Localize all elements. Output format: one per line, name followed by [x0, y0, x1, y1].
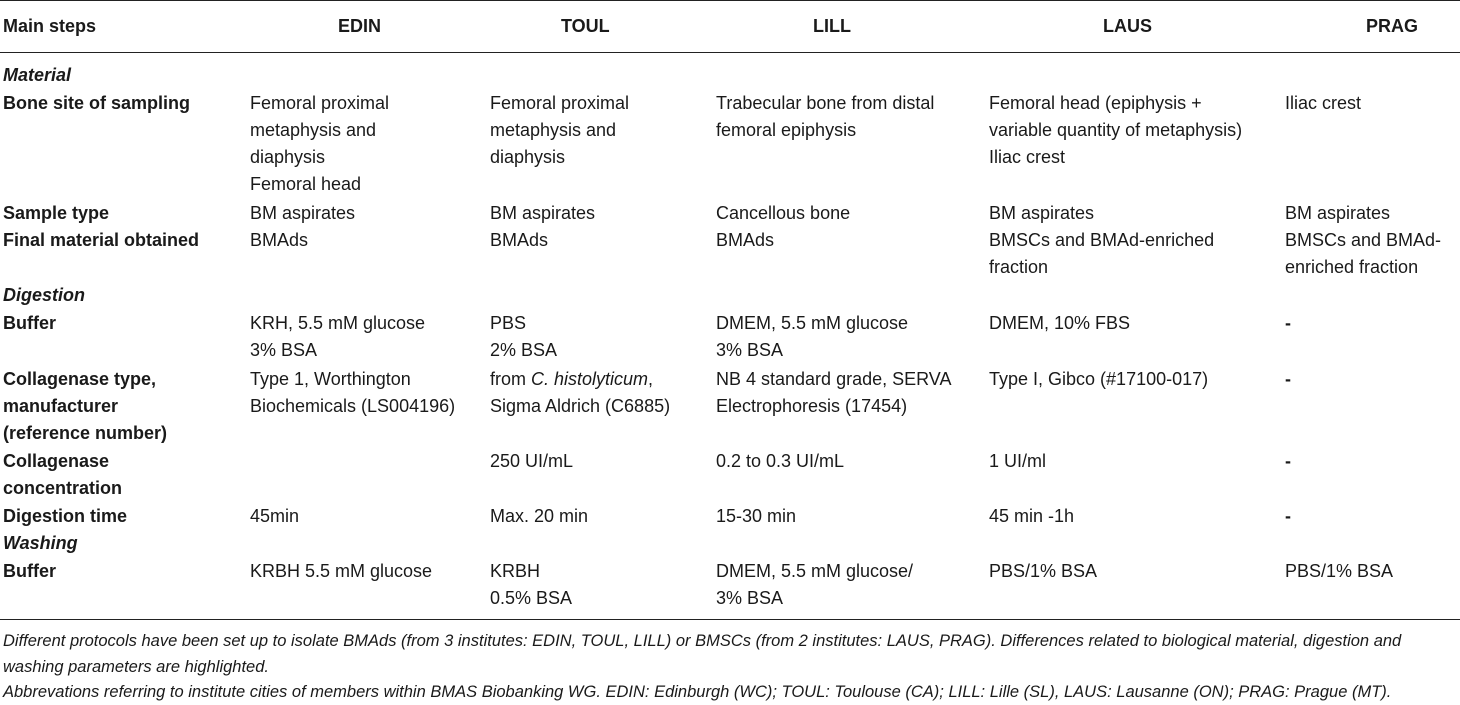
row-label-digestion-buffer: Buffer [3, 313, 56, 333]
cell-collagenase-type-laus: Type I, Gibco (#17100-017) [989, 369, 1209, 389]
cell-final-material-edin: BMAds [250, 230, 309, 250]
table-bottom-rule [0, 619, 1460, 620]
footnote-protocols: Different protocols have been set up to isolate BMAds (from 3 institutes: EDIN, TOUL, LILL) or BMSCs (from 2 institutes: LAUS, PRAG). Differences related to biological material, digestion and washing parameters are highlighted. [3, 632, 1402, 676]
cell-dig-buffer-lill: DMEM, 5.5 mM glucose 3% BSA [716, 313, 909, 360]
cell-sample-type-prag: BM aspirates [1285, 203, 1391, 223]
table-top-rule [0, 0, 1460, 1]
row-label-washing-buffer: Buffer [3, 561, 56, 581]
cell-sample-type-toul: BM aspirates [490, 203, 596, 223]
cell-digestion-time-lill: 15-30 min [716, 506, 797, 526]
row-label-sample-type: Sample type [3, 203, 110, 223]
cell-wash-buffer-toul: KRBH 0.5% BSA [490, 561, 573, 608]
row-label-collagenase-type: Collagenase type, manufacturer (reference number) [3, 369, 168, 443]
cell-final-material-laus: BMSCs and BMAd-enriched fraction [989, 230, 1215, 277]
header-prag: PRAG [1366, 16, 1419, 36]
cell-final-material-lill: BMAds [716, 230, 775, 250]
cell-bone-site-edin: Femoral proximal metaphysis and diaphysis Femoral head [250, 93, 390, 194]
cell-collagenase-type-toul: from C. histolyticum, Sigma Aldrich (C6885) [490, 369, 671, 416]
cell-digestion-time-prag: - [1285, 506, 1291, 526]
cell-collagenase-type-edin: Type 1, Worthington Biochemicals (LS004196) [250, 369, 456, 416]
header-main-steps: Main steps [3, 16, 97, 36]
row-label-bone-site: Bone site of sampling [3, 93, 191, 113]
section-digestion: Digestion [3, 285, 86, 305]
cell-bone-site-prag: Iliac crest [1285, 93, 1362, 113]
cell-digestion-time-edin: 45min [250, 506, 300, 526]
cell-collagenase-type-prag: - [1285, 369, 1291, 389]
header-rule [0, 52, 1460, 53]
cell-bone-site-laus: Femoral head (epiphysis + variable quantity of metaphysis) Iliac crest [989, 93, 1243, 167]
cell-sample-type-lill: Cancellous bone [716, 203, 851, 223]
cell-sample-type-edin: BM aspirates [250, 203, 356, 223]
header-edin: EDIN [338, 16, 382, 36]
header-toul: TOUL [561, 16, 610, 36]
cell-collagenase-conc-toul: 250 UI/mL [490, 451, 574, 471]
cell-dig-buffer-edin: KRH, 5.5 mM glucose 3% BSA [250, 313, 426, 360]
header-lill: LILL [813, 16, 851, 36]
cell-dig-buffer-prag: - [1285, 313, 1291, 333]
cell-collagenase-conc-laus: 1 UI/ml [989, 451, 1047, 471]
cell-bone-site-toul: Femoral proximal metaphysis and diaphysis [490, 93, 630, 167]
cell-dig-buffer-toul: PBS 2% BSA [490, 313, 558, 360]
section-washing: Washing [3, 533, 78, 553]
footnote-abbreviations: Abbrevations referring to institute cities of members within BMAS Biobanking WG. EDIN: Edinburgh (WC); TOUL: Toulouse (CA); LILL: Lille (SL), LAUS: Lausanne (ON); PRAG: Prague (MT). [3, 683, 1392, 701]
cell-digestion-time-laus: 45 min -1h [989, 506, 1075, 526]
row-label-final-material: Final material obtained [3, 230, 200, 250]
cell-wash-buffer-edin: KRBH 5.5 mM glucose [250, 561, 433, 581]
cell-collagenase-conc-lill: 0.2 to 0.3 UI/mL [716, 451, 845, 471]
cell-sample-type-laus: BM aspirates [989, 203, 1095, 223]
cell-collagenase-conc-prag: - [1285, 451, 1291, 471]
row-label-digestion-time: Digestion time [3, 506, 128, 526]
cell-wash-buffer-lill: DMEM, 5.5 mM glucose/ 3% BSA [716, 561, 914, 608]
row-label-collagenase-conc: Collagenase concentration [3, 451, 123, 498]
cell-bone-site-lill: Trabecular bone from distal femoral epiphysis [716, 93, 935, 140]
cell-final-material-prag: BMSCs and BMAd- enriched fraction [1285, 230, 1442, 277]
cell-collagenase-type-lill: NB 4 standard grade, SERVA Electrophoresis (17454) [716, 369, 952, 416]
cell-wash-buffer-prag: PBS/1% BSA [1285, 561, 1394, 581]
cell-wash-buffer-laus: PBS/1% BSA [989, 561, 1098, 581]
cell-final-material-toul: BMAds [490, 230, 549, 250]
species-name: C. histolyticum [531, 369, 649, 389]
cell-digestion-time-toul: Max. 20 min [490, 506, 589, 526]
section-material: Material [3, 65, 72, 85]
header-laus: LAUS [1103, 16, 1152, 36]
cell-dig-buffer-laus: DMEM, 10% FBS [989, 313, 1131, 333]
